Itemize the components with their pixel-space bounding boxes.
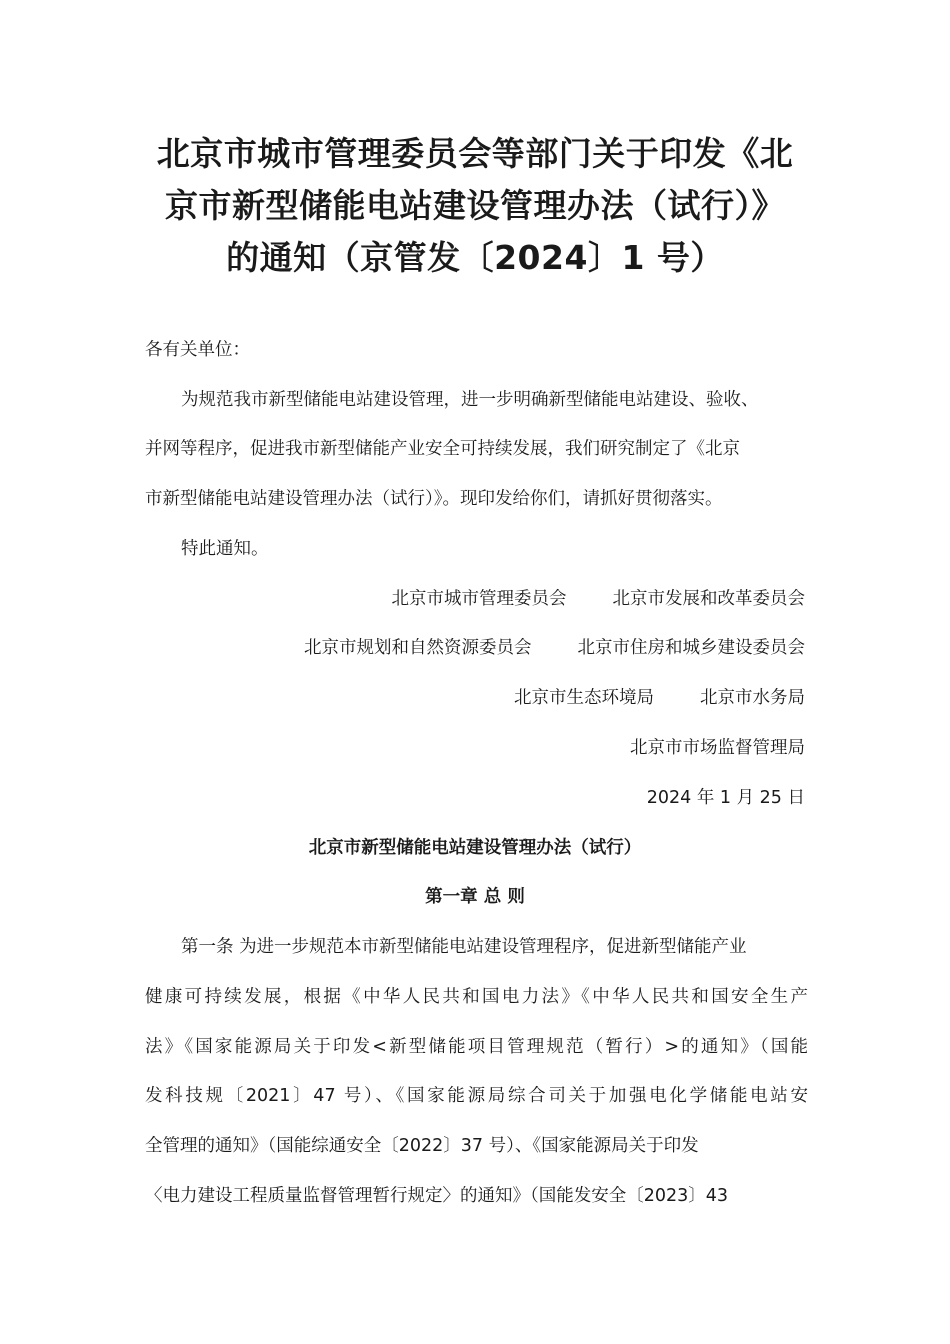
notice-paragraph-line: 市新型储能电站建设管理办法（试行）》。现印发给你们，请抓好贯彻落实。 — [145, 489, 723, 509]
title-line-2: 京市新型储能电站建设管理办法（试行）》 — [165, 186, 785, 225]
signatory: 北京市住房和城乡建设委员会 — [577, 638, 805, 658]
article-line: 健康可持续发展，根据《中华人民共和国电力法》《中华人民共和国安全生产 — [145, 987, 808, 1007]
signatory-row — [304, 636, 805, 660]
title-line-3: 的通知（京管发〔2024〕1 号） — [226, 238, 724, 277]
chapter-heading: 第一章 总 则 — [425, 887, 525, 907]
article-line: 第一条 为进一步规范本市新型储能电站建设管理程序，促进新型储能产业 — [181, 937, 747, 957]
signatory: 北京市城市管理委员会 — [391, 589, 567, 609]
signatory: 北京市生态环境局 — [514, 688, 654, 708]
signatory: 北京市规划和自然资源委员会 — [304, 638, 532, 658]
closing-line: 特此通知。 — [181, 539, 269, 559]
notice-paragraph-line: 为规范我市新型储能电站建设管理，进一步明确新型储能电站建设、验收、 — [181, 390, 759, 410]
article-line: 发科技规〔2021〕47 号）、《国家能源局综合司关于加强电化学储能电站安 — [145, 1086, 808, 1106]
title-line-1: 北京市城市管理委员会等部门关于印发《北 — [156, 134, 794, 173]
document-title — [130, 128, 820, 284]
signatory-row — [514, 686, 805, 710]
signatory: 北京市发展和改革委员会 — [612, 589, 805, 609]
article-line: 〈电力建设工程质量监督管理暂行规定〉的通知》（国能发安全〔2023〕43 — [145, 1186, 729, 1206]
salutation: 各有关单位： — [145, 340, 250, 360]
signatory: 北京市水务局 — [700, 688, 805, 708]
article-line: 全管理的通知》（国能综通安全〔2022〕37 号）、《国家能源局关于印发 — [145, 1136, 699, 1156]
issue-date: 2024 年 1 月 25 日 — [646, 788, 805, 808]
article-line: 法》《国家能源局关于印发<新型储能项目管理规范（暂行）>的通知》（国能 — [145, 1037, 808, 1057]
measures-title: 北京市新型储能电站建设管理办法（试行） — [308, 838, 642, 858]
signatory-row — [392, 587, 806, 611]
notice-paragraph-line: 并网等程序，促进我市新型储能产业安全可持续发展，我们研究制定了《北京 — [145, 439, 740, 459]
signatory: 北京市市场监督管理局 — [630, 738, 805, 758]
